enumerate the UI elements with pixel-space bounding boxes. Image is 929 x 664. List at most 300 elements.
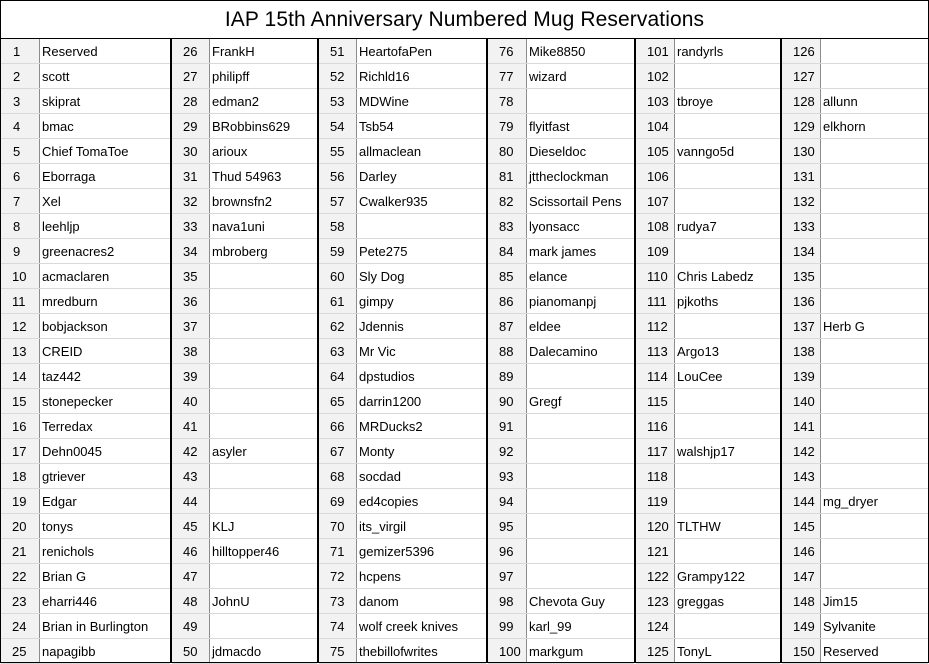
table-row: [488, 564, 634, 589]
reserved-name: [674, 389, 780, 414]
reserved-name: [209, 339, 317, 364]
table-row: [488, 414, 634, 439]
reserved-name: rudya7: [677, 219, 717, 234]
table-row: [636, 314, 780, 339]
reserved-name: Chris Labedz: [677, 269, 754, 284]
reserved-name: [674, 189, 780, 214]
mug-number: 61: [330, 294, 345, 309]
table-row: [319, 314, 486, 339]
table-row: [636, 64, 780, 89]
mug-number: 98: [499, 594, 514, 609]
mug-number: 37: [183, 319, 198, 334]
reserved-name: gemizer5396: [359, 544, 435, 559]
mug-number: 27: [183, 69, 198, 84]
mug-number: 149: [793, 619, 815, 634]
reserved-name: eldee: [529, 319, 561, 334]
reserved-name: pianomanpj: [529, 294, 597, 309]
reserved-name: [820, 189, 928, 214]
reserved-name: [209, 614, 317, 639]
table-row: [1, 239, 170, 264]
mug-number: 67: [330, 444, 345, 459]
mug-number: 21: [12, 544, 27, 559]
mug-number: 134: [793, 244, 815, 259]
table-row: [172, 339, 317, 364]
mug-number: 97: [499, 569, 514, 584]
mug-number: 68: [330, 469, 345, 484]
table-row: [319, 289, 486, 314]
mug-number: 92: [499, 444, 514, 459]
table-row: [782, 389, 928, 414]
table-row: [636, 39, 780, 64]
table-row: [636, 489, 780, 514]
reserved-name: Pete275: [359, 244, 408, 259]
table-row: [636, 389, 780, 414]
table-row: [782, 239, 928, 264]
reserved-name: [820, 64, 928, 89]
table-row: [172, 289, 317, 314]
table-row: [319, 64, 486, 89]
mug-number: 144: [793, 494, 815, 509]
table-row: [488, 639, 634, 664]
reserved-name: [209, 364, 317, 389]
table-row: [488, 139, 634, 164]
mug-number: 5: [13, 144, 21, 159]
table-row: [172, 264, 317, 289]
table-row: [319, 564, 486, 589]
mug-number: 79: [499, 119, 514, 134]
mug-number: 128: [793, 94, 815, 109]
reserved-name: [526, 414, 634, 439]
table-row: [488, 464, 634, 489]
mug-number: 137: [793, 319, 815, 334]
table-row: [636, 189, 780, 214]
mug-number: 39: [183, 369, 198, 384]
table-row: [319, 114, 486, 139]
table-row: [1, 489, 170, 514]
table-row: [319, 214, 486, 239]
reserved-name: [820, 39, 928, 64]
mug-number: 22: [12, 569, 27, 584]
table-row: [172, 214, 317, 239]
table-row: [1, 114, 170, 139]
mug-number: 48: [183, 594, 198, 609]
reserved-name: [209, 289, 317, 314]
mug-number: 146: [793, 544, 815, 559]
reserved-name: Chief TomaToe: [42, 144, 129, 159]
table-row: [636, 289, 780, 314]
mug-number: 82: [499, 194, 514, 209]
reserved-name: LouCee: [677, 369, 723, 384]
mug-number: 7: [13, 194, 21, 209]
reserved-name: [209, 414, 317, 439]
table-row: [1, 439, 170, 464]
reserved-name: vanngo5d: [677, 144, 735, 159]
mug-number: 24: [12, 619, 27, 634]
reserved-name: allunn: [823, 94, 858, 109]
mug-number: 100: [499, 644, 521, 659]
table-row: [1, 64, 170, 89]
reserved-name: TLTHW: [677, 519, 721, 534]
reserved-name: pjkoths: [677, 294, 719, 309]
mug-number: 99: [499, 619, 514, 634]
mug-number: 138: [793, 344, 815, 359]
reserved-name: socdad: [359, 469, 401, 484]
table-row: [636, 164, 780, 189]
reserved-name: [526, 439, 634, 464]
mug-number: 141: [793, 419, 815, 434]
mug-number: 49: [183, 619, 198, 634]
mug-number: 140: [793, 394, 815, 409]
table-row: [488, 239, 634, 264]
table-row: [488, 614, 634, 639]
mug-number: 90: [499, 394, 514, 409]
mug-number: 126: [793, 44, 815, 59]
reserved-name: Thud 54963: [212, 169, 282, 184]
table-row: [172, 139, 317, 164]
mug-number: 122: [647, 569, 669, 584]
table-row: [1, 514, 170, 539]
mug-number: 56: [330, 169, 345, 184]
reserved-name: [674, 489, 780, 514]
reserved-name: mg_dryer: [823, 494, 878, 509]
table-row: [488, 439, 634, 464]
reserved-name: Reserved: [42, 44, 98, 59]
mug-number: 60: [330, 269, 345, 284]
table-row: [782, 489, 928, 514]
table-row: [172, 239, 317, 264]
mug-number: 103: [647, 94, 669, 109]
mug-number: 17: [12, 444, 27, 459]
reserved-name: Xel: [42, 194, 61, 209]
table-row: [319, 639, 486, 664]
reserved-name: edman2: [212, 94, 259, 109]
table-row: [172, 639, 317, 664]
table-row: [172, 614, 317, 639]
mug-number: 33: [183, 219, 198, 234]
column-6: [782, 39, 928, 662]
reserved-name: ed4copies: [359, 494, 419, 509]
mug-number: 16: [12, 419, 27, 434]
reserved-name: karl_99: [529, 619, 572, 634]
mug-number: 72: [330, 569, 345, 584]
table-row: [782, 439, 928, 464]
reserved-name: greggas: [677, 594, 724, 609]
mug-number: 29: [183, 119, 198, 134]
table-row: [1, 414, 170, 439]
mug-number: 96: [499, 544, 514, 559]
table-row: [1, 539, 170, 564]
table-row: [636, 614, 780, 639]
mug-number: 111: [647, 294, 667, 309]
mug-number: 87: [499, 319, 514, 334]
mug-number: 133: [793, 219, 815, 234]
mug-number: 123: [647, 594, 669, 609]
mug-number: 45: [183, 519, 198, 534]
reserved-name: Mike8850: [529, 44, 586, 59]
reserved-name: mbroberg: [212, 244, 268, 259]
mug-number: 6: [13, 169, 21, 184]
reserved-name: tbroye: [677, 94, 714, 109]
mug-number: 119: [647, 494, 668, 509]
mug-number: 139: [793, 369, 815, 384]
table-row: [1, 314, 170, 339]
reserved-name: thebillofwrites: [359, 644, 438, 659]
reserved-name: [674, 464, 780, 489]
mug-number: 50: [183, 644, 198, 659]
mug-number: 84: [499, 244, 514, 259]
mug-number: 1: [13, 44, 21, 59]
reserved-name: [674, 164, 780, 189]
table-row: [488, 39, 634, 64]
reserved-name: MDWine: [359, 94, 409, 109]
mug-number: 147: [793, 569, 815, 584]
mug-number: 117: [647, 444, 668, 459]
mug-number: 124: [647, 619, 669, 634]
table-row: [172, 164, 317, 189]
reserved-name: JohnU: [212, 594, 250, 609]
mug-number: 120: [647, 519, 669, 534]
reserved-name: gimpy: [359, 294, 394, 309]
mug-number: 8: [13, 219, 21, 234]
table-row: [1, 614, 170, 639]
reserved-name: Eborraga: [42, 169, 96, 184]
table-row: [488, 164, 634, 189]
reserved-name: [820, 289, 928, 314]
mug-number: 20: [12, 519, 27, 534]
reserved-name: jdmacdo: [212, 644, 262, 659]
mug-number: 74: [330, 619, 345, 634]
table-row: [782, 589, 928, 614]
reserved-name: asyler: [212, 444, 247, 459]
reserved-name: Jim15: [823, 594, 858, 609]
table-row: [636, 139, 780, 164]
mug-number: 112: [647, 319, 668, 334]
table-row: [172, 414, 317, 439]
reserved-name: Sylvanite: [823, 619, 876, 634]
table-row: [488, 89, 634, 114]
table-row: [488, 539, 634, 564]
table-row: [488, 364, 634, 389]
mug-number: 93: [499, 469, 514, 484]
reserved-name: taz442: [42, 369, 82, 384]
mug-number: 132: [793, 194, 815, 209]
mug-number: 108: [647, 219, 669, 234]
mug-number: 76: [499, 44, 514, 59]
table-row: [172, 464, 317, 489]
table-row: [319, 614, 486, 639]
reserved-name: Darley: [359, 169, 397, 184]
mug-number: 101: [647, 44, 669, 59]
table-row: [636, 264, 780, 289]
table-row: [1, 389, 170, 414]
reserved-name: [820, 514, 928, 539]
mug-number: 44: [183, 494, 198, 509]
table-row: [172, 514, 317, 539]
table-row: [488, 589, 634, 614]
table-row: [782, 189, 928, 214]
mug-number: 58: [330, 219, 345, 234]
mug-number: 41: [183, 419, 198, 434]
reserved-name: [820, 439, 928, 464]
mug-number: 145: [793, 519, 815, 534]
mug-number: 130: [793, 144, 815, 159]
table-row: [172, 489, 317, 514]
table-row: [1, 89, 170, 114]
table-row: [636, 339, 780, 364]
reserved-name: lyonsacc: [529, 219, 580, 234]
mug-number: 42: [183, 444, 198, 459]
table-row: [782, 639, 928, 664]
table-row: [319, 489, 486, 514]
table-row: [782, 64, 928, 89]
mug-number: 53: [330, 94, 345, 109]
reserved-name: HeartofaPen: [359, 44, 432, 59]
mug-number: 102: [647, 69, 669, 84]
reserved-name: Grampy122: [677, 569, 745, 584]
table-row: [636, 214, 780, 239]
mug-number: 131: [793, 169, 815, 184]
mug-number: 15: [12, 394, 27, 409]
table-row: [1, 39, 170, 64]
reserved-name: [674, 114, 780, 139]
table-row: [319, 189, 486, 214]
mug-number: 85: [499, 269, 514, 284]
reserved-name: KLJ: [212, 519, 235, 534]
reserved-name: Chevota Guy: [529, 594, 605, 609]
reserved-name: [820, 414, 928, 439]
mug-number: 18: [12, 469, 27, 484]
reserved-name: brownsfn2: [212, 194, 272, 209]
column-3: [319, 39, 488, 662]
mug-number: 28: [183, 94, 198, 109]
mug-number: 83: [499, 219, 514, 234]
mug-number: 142: [793, 444, 815, 459]
reserved-name: gtriever: [42, 469, 86, 484]
reserved-name: stonepecker: [42, 394, 113, 409]
table-row: [782, 339, 928, 364]
mug-number: 91: [499, 419, 514, 434]
reserved-name: elance: [529, 269, 568, 284]
table-row: [782, 464, 928, 489]
reserved-name: bobjackson: [42, 319, 108, 334]
mug-number: 115: [647, 394, 668, 409]
table-row: [172, 439, 317, 464]
table-row: [1, 214, 170, 239]
table-row: [319, 239, 486, 264]
reserved-name: skiprat: [42, 94, 81, 109]
table-row: [636, 364, 780, 389]
table-row: [636, 564, 780, 589]
mug-number: 46: [183, 544, 198, 559]
mug-number: 104: [647, 119, 669, 134]
table-row: [782, 539, 928, 564]
mug-number: 14: [12, 369, 27, 384]
mug-number: 64: [330, 369, 345, 384]
reserved-name: [526, 564, 634, 589]
table-row: [319, 89, 486, 114]
mug-number: 88: [499, 344, 514, 359]
reserved-name: [674, 539, 780, 564]
mug-number: 73: [330, 594, 345, 609]
table-row: [782, 89, 928, 114]
reserved-name: eharri446: [42, 594, 97, 609]
mug-number: 63: [330, 344, 345, 359]
mug-number: 34: [183, 244, 198, 259]
reserved-name: hilltopper46: [212, 544, 280, 559]
table-row: [636, 439, 780, 464]
mug-number: 143: [793, 469, 815, 484]
table-row: [488, 489, 634, 514]
reserved-name: bmac: [42, 119, 74, 134]
table-row: [488, 64, 634, 89]
mug-number: 95: [499, 519, 514, 534]
column-5: [636, 39, 782, 662]
mug-number: 135: [793, 269, 815, 284]
table-row: [782, 114, 928, 139]
table-row: [782, 564, 928, 589]
reserved-name: BRobbins629: [212, 119, 291, 134]
mug-number: 9: [13, 244, 21, 259]
mug-number: 19: [12, 494, 27, 509]
table-row: [782, 614, 928, 639]
mug-number: 36: [183, 294, 198, 309]
table-row: [1, 339, 170, 364]
reserved-name: philipff: [212, 69, 250, 84]
table-row: [319, 589, 486, 614]
mug-number: 43: [183, 469, 198, 484]
reserved-name: Argo13: [677, 344, 719, 359]
reserved-name: [209, 389, 317, 414]
reserved-name: wizard: [529, 69, 567, 84]
mug-number: 75: [330, 644, 345, 659]
table-row: [782, 164, 928, 189]
reserved-name: [820, 239, 928, 264]
reserved-name: walshjp17: [677, 444, 735, 459]
reserved-name: [820, 264, 928, 289]
reserved-name: Herb G: [823, 319, 865, 334]
table-row: [172, 39, 317, 64]
reserved-name: Dehn0045: [42, 444, 102, 459]
table-row: [1, 464, 170, 489]
mug-number: 12: [12, 319, 27, 334]
table-row: [488, 389, 634, 414]
mug-number: 118: [647, 469, 668, 484]
reserved-name: [820, 389, 928, 414]
table-row: [488, 264, 634, 289]
table-row: [782, 364, 928, 389]
reserved-name: [820, 339, 928, 364]
reserved-name: tonys: [42, 519, 74, 534]
reserved-name: [526, 489, 634, 514]
mug-number: 121: [647, 544, 669, 559]
reserved-name: Dieseldoc: [529, 144, 587, 159]
reserved-name: Brian G: [42, 569, 87, 584]
table-row: [488, 314, 634, 339]
mug-number: 38: [183, 344, 198, 359]
table-row: [636, 414, 780, 439]
reserved-name: [820, 464, 928, 489]
mug-number: 59: [330, 244, 345, 259]
mug-number: 150: [793, 644, 815, 659]
reserved-name: Monty: [359, 444, 395, 459]
mug-number: 80: [499, 144, 514, 159]
table-row: [319, 39, 486, 64]
table-row: [636, 464, 780, 489]
table-row: [319, 514, 486, 539]
reserved-name: napagibb: [42, 644, 96, 659]
reserved-name: nava1uni: [212, 219, 265, 234]
mug-number: 105: [647, 144, 669, 159]
